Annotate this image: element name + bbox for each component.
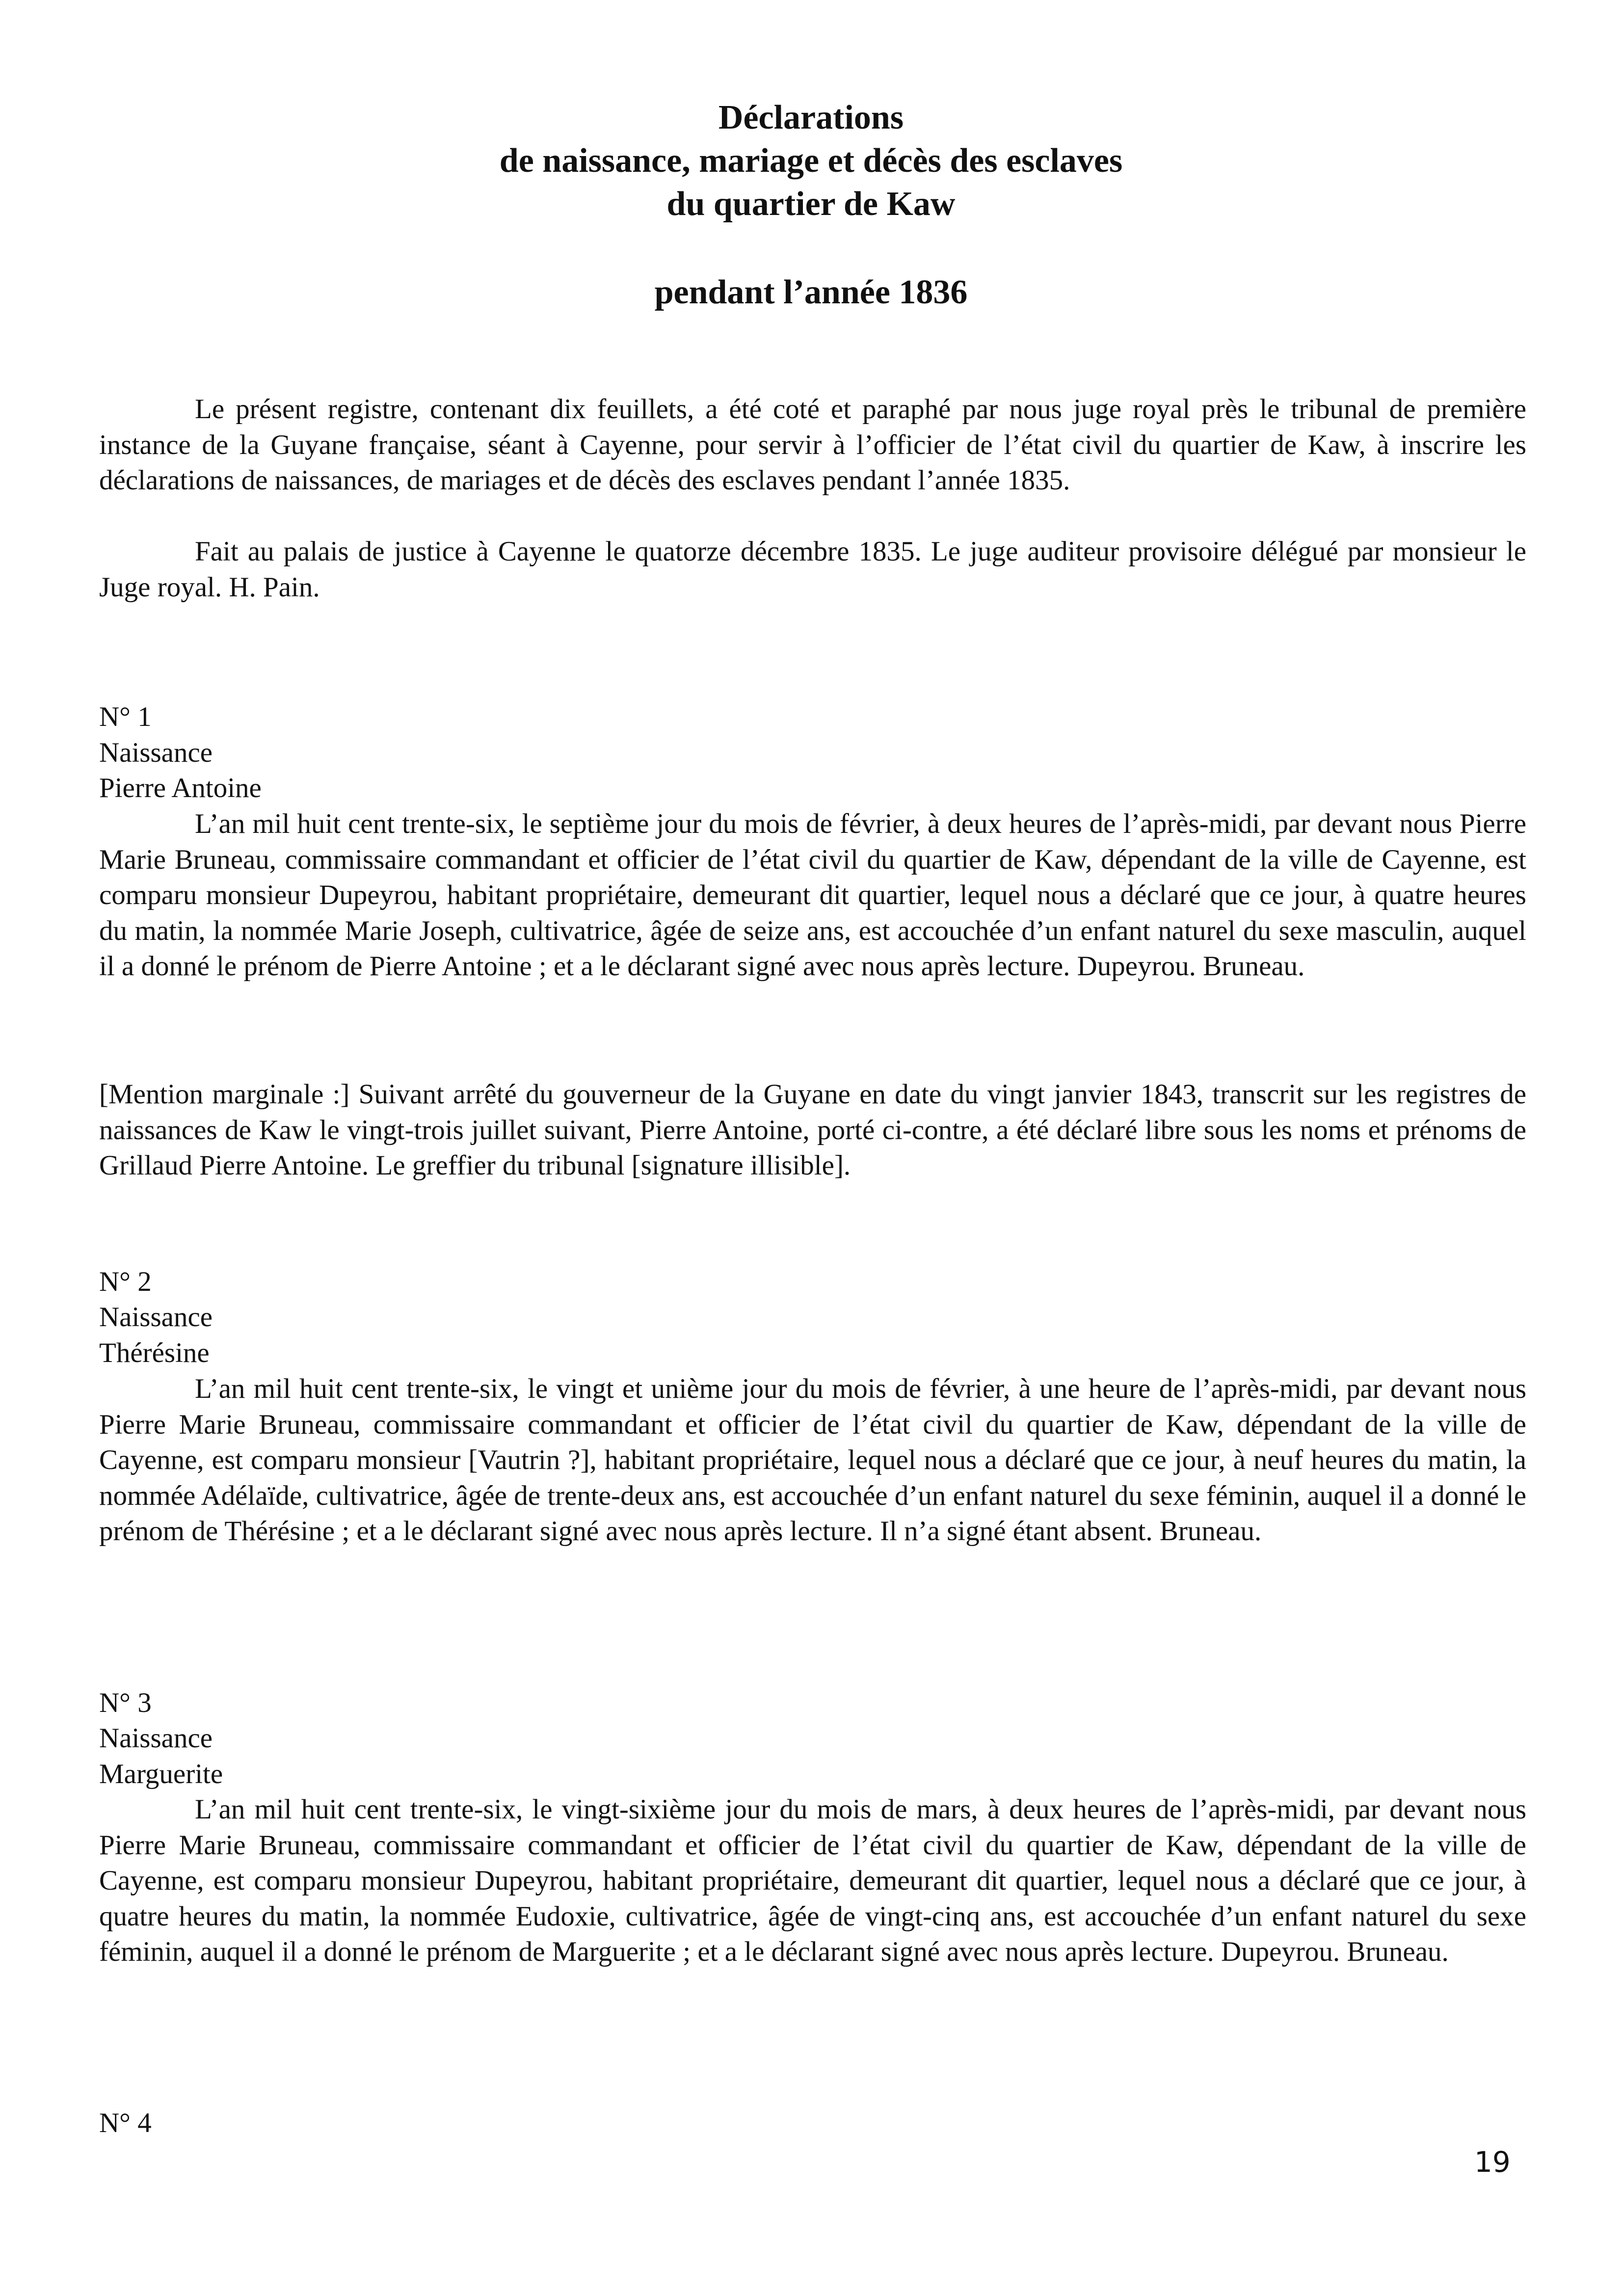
entry-3-name: Marguerite (99, 1759, 223, 1789)
page-number: 19 (1474, 2145, 1511, 2179)
entry-4-number: N° 4 (99, 2108, 152, 2138)
entry-3-text: L’an mil huit cent trente-six, le vingt-sixième jour du mois de mars, à deux heures de l’après-midi, par devant nous Pierre Marie Bruneau, commissaire commandant et officier de l’état civil du quartier de Kaw, dépendant de la ville de Cayenne, est comparu monsieur Dupeyrou, habitant propriétaire, demeurant dit quartier, lequel nous a déclaré que ce jour, à quatre heures du matin, la nommée Eudoxie, cultivatrice, âgée de vingt-cinq ans, est accouchée d’un enfant naturel du sexe féminin, auquel il a donné le prénom de Marguerite ; et a le déclarant signé avec nous après lecture. Dupeyrou. Bruneau. (99, 1794, 1526, 1967)
entry-3-type: Naissance (99, 1723, 213, 1754)
entry-1-name: Pierre Antoine (99, 773, 262, 803)
document-title (0, 96, 1622, 314)
entry-1-text: L’an mil huit cent trente-six, le septième jour du mois de février, à deux heures de l’après-midi, par devant nous Pierre Marie Bruneau, commissaire commandant et officier de l’état civil du quartier de Kaw, dépendant de la ville de Cayenne, est comparu monsieur Dupeyrou, habitant propriétaire, demeurant dit quartier, lequel nous a déclaré que ce jour, à quatre heures du matin, la nommée Marie Joseph, cultivatrice, âgée de seize ans, est accouchée d’un enfant naturel du sexe masculin, auquel il a donné le prénom de Pierre Antoine ; et a le déclarant signé avec nous après lecture. Dupeyrou. Bruneau. (99, 808, 1526, 982)
entry-2-name: Thérésine (99, 1337, 210, 1368)
title-year-line: pendant l’année 1836 (654, 273, 968, 311)
title-line-1: Déclarations (718, 99, 904, 136)
entry-1-number: N° 1 (99, 701, 152, 732)
title-line-2: de naissance, mariage et décès des esclaves (499, 142, 1123, 180)
entry-2-type: Naissance (99, 1302, 213, 1333)
intro-paragraph-1: Le présent registre, contenant dix feuillets, a été coté et paraphé par nous juge royal près le tribunal de première instance de la Guyane française, séant à Cayenne, pour servir à l’officier de l’état civil du quartier de Kaw, à inscrire les déclarations de naissances, de mariages et de décès des esclaves pendant l’année 1835. (99, 394, 1526, 496)
entry-2-text: L’an mil huit cent trente-six, le vingt et unième jour du mois de février, à une heure de l’après-midi, par devant nous Pierre Marie Bruneau, commissaire commandant et officier de l’état civil du quartier de Kaw, dépendant de la ville de Cayenne, est comparu monsieur [Vautrin ?], habitant propriétaire, lequel nous a déclaré que ce jour, à neuf heures du matin, la nommée Adélaïde, cultivatrice, âgée de trente-deux ans, est accouchée d’un enfant naturel du sexe féminin, auquel il a donné le prénom de Thérésine ; et a le déclarant signé avec nous après lecture. Il n’a signé étant absent. Bruneau. (99, 1373, 1526, 1547)
title-line-3: du quartier de Kaw (666, 185, 956, 223)
entry-2-number: N° 2 (99, 1266, 152, 1297)
entry-1-type: Naissance (99, 737, 213, 768)
intro-paragraph-2: Fait au palais de justice à Cayenne le quatorze décembre 1835. Le juge auditeur provisoire délégué par monsieur le Juge royal. H. Pain. (99, 536, 1526, 603)
entry-1-margin-note: [Mention marginale :] Suivant arrêté du gouverneur de la Guyane en date du vingt janvier 1843, transcrit sur les registres de naissances de Kaw le vingt-trois juillet suivant, Pierre Antoine, porté ci-contre, a été déclaré libre sous les noms et prénoms de Grillaud Pierre Antoine. Le greffier du tribunal [signature illisible]. (99, 1079, 1526, 1181)
entry-3-number: N° 3 (99, 1687, 152, 1718)
